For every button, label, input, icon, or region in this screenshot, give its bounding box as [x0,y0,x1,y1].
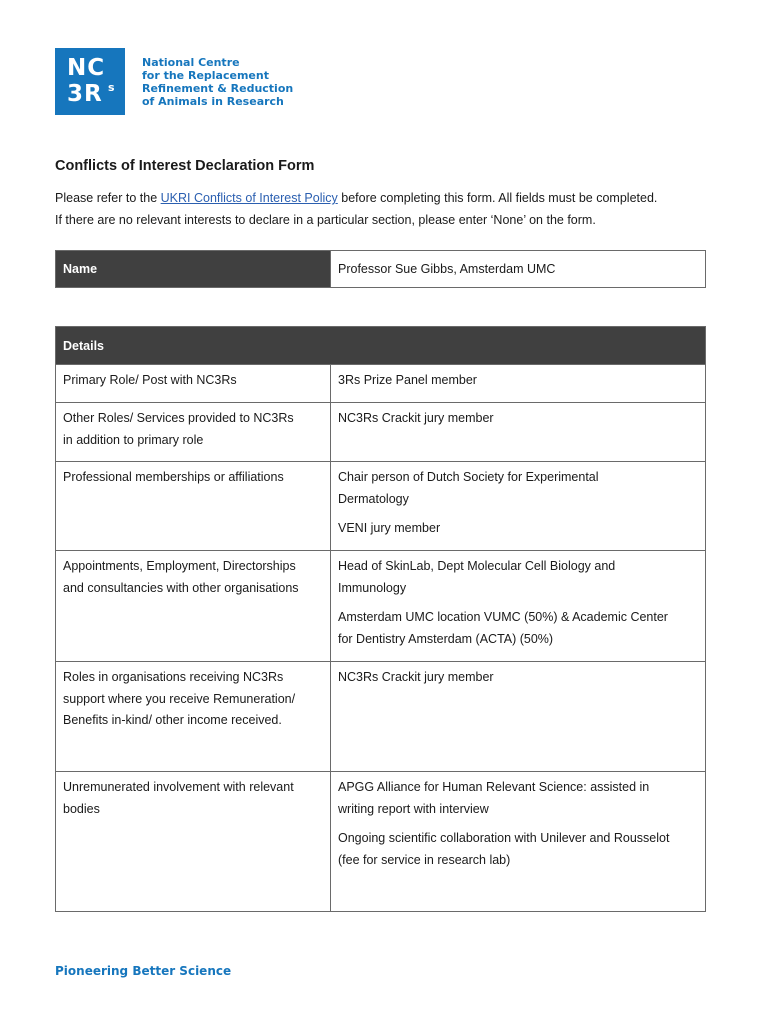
org-name-line: National Centre [142,56,240,69]
field-value[interactable] [331,772,706,912]
logo-line-2: 3R [67,81,103,107]
table-row [56,365,706,403]
org-name-line: for the Replacement [142,69,269,82]
field-value-line: Dermatology [338,491,409,506]
field-label-line: Roles in organisations receiving NC3Rs [63,670,284,684]
name-row [56,251,706,288]
field-label-line: Professional memberships or affiliations [63,470,284,484]
field-value[interactable] [331,365,706,403]
field-value[interactable] [331,403,706,462]
field-value-line: Chair person of Dutch Society for Experimental [338,470,599,484]
field-label [56,662,331,772]
table-row [56,462,706,551]
field-label-line: Unremunerated involvement with relevant [63,780,294,794]
field-label [56,772,331,912]
form-instructions [55,188,735,231]
field-label-line: Primary Role/ Post with NC3Rs [63,373,237,387]
instructions-text: Please refer to the [55,191,161,205]
details-table [55,326,706,912]
details-header-row [56,327,706,365]
field-label-line: support where you receive Remuneration/ [63,691,296,706]
field-value-line: Amsterdam UMC location VUMC (50%) & Academic Center [338,610,668,624]
form-title: Conflicts of Interest Declaration Form [55,158,315,174]
field-label-line: bodies [63,801,100,816]
table-row [56,772,706,912]
field-value-line: NC3Rs Crackit jury member [338,670,494,684]
instructions-line-1 [55,188,735,210]
footer-tagline: Pioneering Better Science [55,964,232,978]
field-value-line: (fee for service in research lab) [338,852,511,867]
field-value-line: VENI jury member [338,521,441,535]
nc3rs-logo [55,48,125,115]
field-value-line: writing report with interview [338,801,489,816]
name-table [55,250,706,288]
name-value[interactable]: Professor Sue Gibbs, Amsterdam UMC [331,251,706,288]
instructions-line-2: If there are no relevant interests to declare in a particular section, please enter ‘None’ on the form. [55,212,596,227]
field-value-line: NC3Rs Crackit jury member [338,411,494,425]
instructions-text: before completing this form. All fields must be completed. [337,191,658,205]
org-name-line: Refinement & Reduction [142,82,294,95]
field-value[interactable] [331,462,706,551]
logo-line-1: NC [67,55,106,81]
field-label [56,551,331,662]
name-label: Name [56,251,331,288]
field-value-line: APGG Alliance for Human Relevant Science: assisted in [338,780,650,794]
org-name-line: of Animals in Research [142,95,284,108]
table-row [56,662,706,772]
field-label-line: Benefits in-kind/ other income received. [63,713,282,727]
field-value-line: Immunology [338,580,407,595]
field-value[interactable] [331,551,706,662]
field-label-line: Other Roles/ Services provided to NC3Rs [63,411,294,425]
table-row [56,403,706,462]
field-label [56,365,331,403]
field-value-line: Head of SkinLab, Dept Molecular Cell Biology and [338,559,616,573]
logo-superscript: s [108,81,115,94]
field-value[interactable] [331,662,706,772]
field-label [56,403,331,462]
field-value-line: for Dentistry Amsterdam (ACTA) (50%) [338,631,554,646]
field-label-line: Appointments, Employment, Directorships [63,559,296,573]
field-value-line: Ongoing scientific collaboration with Unilever and Rousselot [338,831,670,845]
table-row [56,551,706,662]
policy-link[interactable]: UKRI Conflicts of Interest Policy [160,191,338,205]
field-label [56,462,331,551]
field-value-line: 3Rs Prize Panel member [338,373,477,387]
field-label-line: and consultancies with other organisations [63,580,299,595]
organisation-name [142,56,293,108]
field-label-line: in addition to primary role [63,432,204,447]
details-header: Details [56,327,706,365]
